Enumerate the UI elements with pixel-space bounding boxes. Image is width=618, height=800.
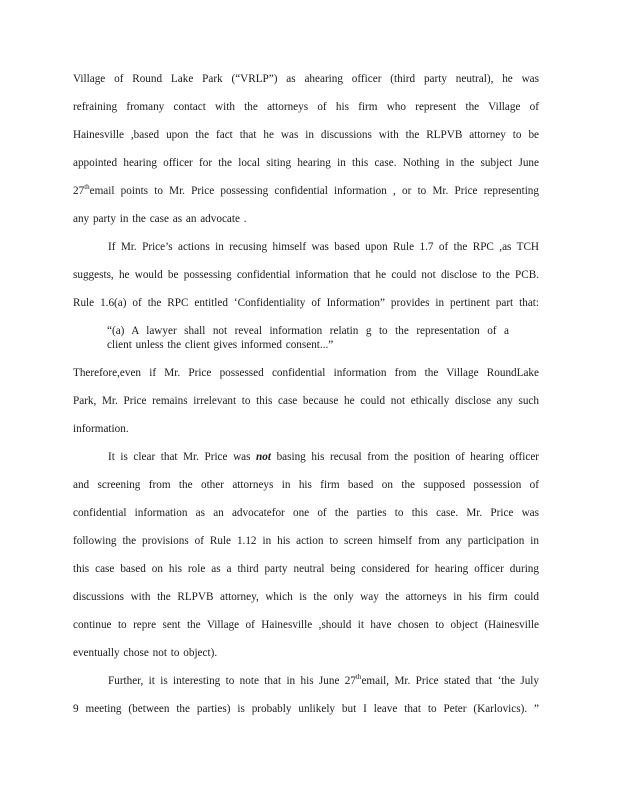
text-line: Park, Mr. Price remains irrelevant to this case because he could not ethically disclose any such [73, 395, 539, 407]
text-line: appointed hearing officer for the local siting hearing in this case. Nothing in the subject June [73, 157, 539, 169]
date-day: 27 [344, 675, 356, 687]
text-segment: email points to Mr. Price possessing confidential information , or to Mr. Price representing [89, 185, 539, 197]
text-line: If Mr. Price’s actions in recusing himself was based upon Rule 1.7 of the RPC ,as TCH [108, 241, 539, 253]
text-segment: Further, it is interesting to note that in his June [108, 675, 340, 687]
text-line-with-date [73, 184, 539, 198]
text-line: suggests, he would be possessing confidential information that he could not disclose to the PCB. [73, 269, 539, 281]
text-segment: basing his recusal from the position of hearing officer [276, 451, 540, 463]
text-line: continue to repre sent the Village of Hainesville ,should it have chosen to object (Hainesville [73, 619, 539, 631]
block-quote-line: “(a) A lawyer shall not reveal information relatin g to the representation of a [107, 325, 509, 337]
text-line-with-date [108, 674, 539, 688]
date-suffix: th [84, 183, 90, 191]
text-line: Hainesville ,based upon the fact that he was in discussions with the RLPVB attorney to be [73, 129, 539, 141]
block-quote-line: client unless the client gives informed consent...” [107, 339, 334, 351]
text-line-with-emphasis [108, 450, 539, 464]
text-line: eventually chose not to object). [73, 647, 218, 659]
text-line: discussions with the RLPVB attorney, which is the only way the attorneys in his firm could [73, 591, 539, 603]
text-line: 9 meeting (between the parties) is probably unlikely but I leave that to Peter (Karlovics). ” [73, 703, 539, 715]
text-line: Therefore,even if Mr. Price possessed confidential information from the Village RoundLake [73, 367, 539, 379]
text-line: confidential information as an advocatefor one of the parties to this case. Mr. Price was [73, 507, 539, 519]
text-line: refraining fromany contact with the attorneys of his firm who represent the Village of [73, 101, 539, 113]
text-segment: It is clear that Mr. Price was [108, 451, 251, 463]
text-line: this case based on his role as a third party neutral being considered for hearing officer during [73, 563, 539, 575]
text-line: information. [73, 423, 129, 435]
text-line: and screening from the other attorneys in his firm based on the supposed possession of [73, 479, 539, 491]
date-day: 27 [73, 185, 85, 197]
text-line: following the provisions of Rule 1.12 in his action to screen himself from any participation in [73, 535, 539, 547]
text-line: Rule 1.6(a) of the RPC entitled ‘Confidentiality of Information” provides in pertinent part that: [73, 297, 539, 309]
emphasis-word: not [256, 451, 271, 463]
text-segment: email, Mr. Price stated that ‘the July [361, 675, 539, 687]
text-line: Village of Round Lake Park (“VRLP”) as ahearing officer (third party neutral), he was [73, 73, 539, 85]
date-suffix: th [355, 673, 362, 681]
text-line: any party in the case as an advocate . [73, 213, 247, 225]
